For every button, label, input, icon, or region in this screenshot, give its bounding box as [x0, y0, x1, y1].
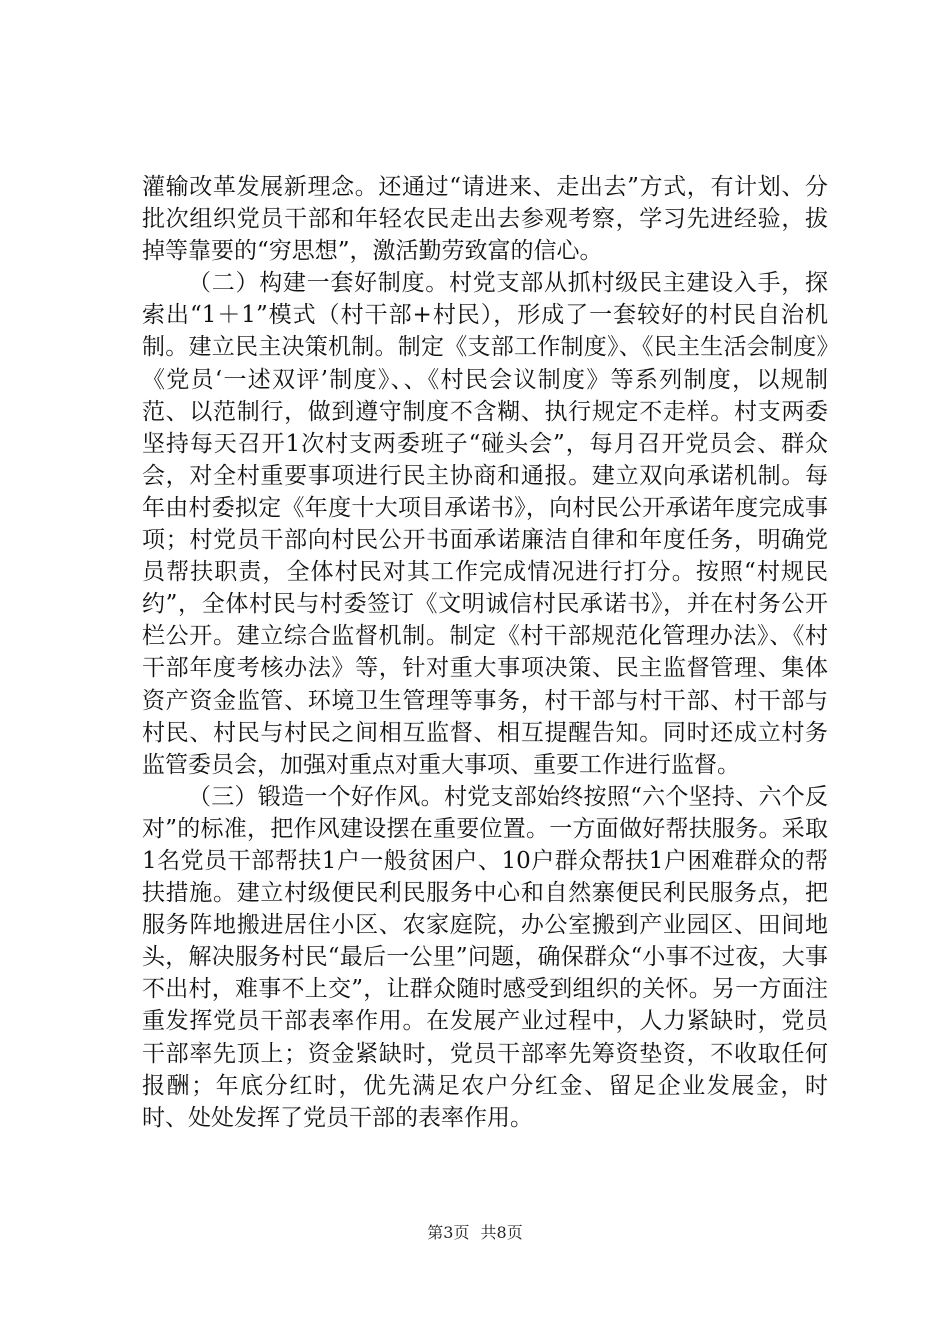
paragraph-section-2: （二）构建一套好制度。村党支部从抓村级民主建设入手，探索出“1＋1”模式（村干部+村民），形成了一套较好的村民自治机制。建立民主决策机制。制定《支部工作制度》、《民主生活会制度》《党员‘一述双评’制度》、、《村民会议制度》等系列制度，以规制范、以范制行，做到遵守制度不含糊、执行规定不走样。村支两委坚持每天召开1次村支两委班子“碰头会”，每月召开党员会、群众会，对全村重要事项进行民主协商和通报。建立双向承诺机制。每年由村委拟定《年度十大项目承诺书》，向村民公开承诺年度完成事项；村党员干部向村民公开书面承诺廉洁自律和年度任务，明确党员帮扶职责，全体村民对其工作完成情况进行打分。按照“村规民约”，全体村民与村委签订《文明诚信村民承诺书》，并在村务公开栏公开。建立综合监督机制。制定《村干部规范化管理办法》、《村干部年度考核办法》等，针对重大事项决策、民主监督管理、集体资产资金监管、环境卫生管理等事务，村干部与村干部、村干部与村民、村民与村民之间相互监督、相互提醒告知。同时还成立村务监管委员会，加强对重点对重大事项、重要工作进行监督。: [142, 270, 828, 778]
page-total: 共8页: [480, 1223, 523, 1242]
document-body: [142, 171, 828, 1134]
page-number: 第3页: [427, 1223, 470, 1242]
paragraph-section-3: （三）锻造一个好作风。村党支部始终按照“六个坚持、六个反对”的标准，把作风建设摆在重要位置。一方面做好帮扶服务。采取1名党员干部帮扶1户一般贫困户、10户群众帮扶1户困难群众的帮扶措施。建立村级便民利民服务中心和自然寨便民利民服务点，把服务阵地搬进居住小区、农家庭院，办公室搬到产业园区、田间地头，解决服务村民“最后一公里”问题，确保群众“小事不过夜，大事不出村，难事不上交”，让群众随时感受到组织的关怀。另一方面注重发挥党员干部表率作用。在发展产业过程中，人力紧缺时，党员干部率先顶上；资金紧缺时，党员干部率先筹资垫资，不收取任何报酬；年底分红时，优先满足农户分红金、留足企业发展金，时时、处处发挥了党员干部的表率作用。: [142, 783, 828, 1131]
paragraph-continuation: 灌输改革发展新理念。还通过“请进来、走出去”方式，有计划、分批次组织党员干部和年轻农民走出去参观考察，学习先进经验，拔掉等靠要的“穷思想”，激活勤劳致富的信心。: [142, 174, 828, 265]
page-footer: [0, 1220, 950, 1243]
